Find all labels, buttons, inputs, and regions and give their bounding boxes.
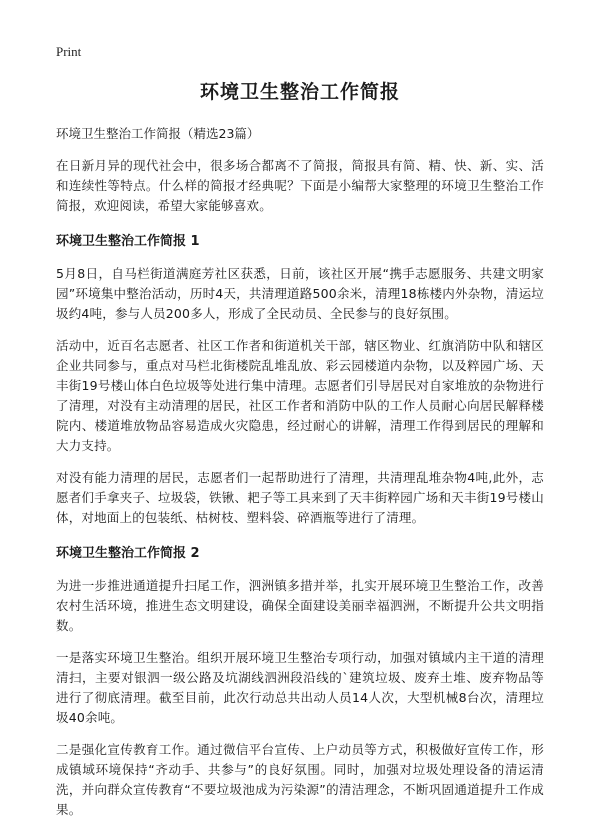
intro-paragraph: 在日新月异的现代社会中，很多场合都离不了简报，简报具有简、精、快、新、实、活和连续性等特点。什么样的简报才经典呢？下面是小编帮大家整理的环境卫生整治工作简报，欢迎阅读，希望大家能够喜欢。 <box>56 158 544 213</box>
section-2-heading: 环境卫生整治工作简报 2 <box>56 546 200 561</box>
section-2-paragraph-1: 为进一步推进通道提升扫尾工作，泗洲镇多措并举，扎实开展环境卫生整治工作，改善农村生活环境，推进生态文明建设，确保全面建设美丽幸福泗洲，不断提升公共文明指数。 <box>56 578 544 633</box>
section-2-paragraph-2: 一是落实环境卫生整治。组织开展环境卫生整治专项行动，加强对镇域内主干道的清理清扫，主要对银泗一级公路及坑湖线泗洲段沿线的`建筑垃圾、废弃土堆、废弃物品等进行了彻底清理。截至目前，此次行动总共出动人员14人次，大型机械8台次，清理垃圾40余吨。 <box>56 650 544 725</box>
document-subtitle: 环境卫生整治工作简报（精选23篇） <box>56 126 260 141</box>
section-1-paragraph-2: 活动中，近百名志愿者、社区工作者和街道机关干部，辖区物业、红旗消防中队和辖区企业共同参与，重点对马栏北街楼院乱堆乱放、彩云园楼道内杂物，以及粹园广场、天丰街19号楼山体白色垃圾等处进行集中清理。志愿者们引导居民对自家堆放的杂物进行了清理，对没有主动清理的居民，社区工作者和消防中队的工作人员耐心向居民解释楼院内、楼道堆放物品容易造成火灾隐患，经过耐心的讲解，清理工作得到居民的理解和大力支持。 <box>56 338 544 453</box>
print-label[interactable]: Print <box>56 44 82 59</box>
section-2-paragraph-3: 二是强化宣传教育工作。通过微信平台宣传、上户动员等方式，积极做好宣传工作，形成镇域环境保持“齐动手、共参与”的良好氛围。同时，加强对垃圾处理设备的清运清洗，并向群众宣传教育“不要垃圾池成为污染源”的清洁理念，不断巩固通道提升工作成果。 <box>56 742 544 817</box>
section-1-paragraph-1: 5月8日，自马栏街道满庭芳社区获悉，日前，该社区开展“携手志愿服务、共建文明家园”环境集中整治活动，历时4天，共清理道路500余米，清理18栋楼内外杂物，清运垃圾约4吨，参与人员200多人，形成了全民动员、全民参与的良好氛围。 <box>56 266 544 321</box>
document-title: 环境卫生整治工作简报 <box>199 81 400 103</box>
section-1-paragraph-3: 对没有能力清理的居民，志愿者们一起帮助进行了清理，共清理乱堆杂物4吨,此外，志愿者们手拿夹子、垃圾袋，铁锹、耙子等工具来到了天丰街粹园广场和天丰街19号楼山体，对地面上的包装纸、枯树枝、塑料袋、碎酒瓶等进行了清理。 <box>56 470 544 525</box>
section-1-heading: 环境卫生整治工作简报 1 <box>56 234 200 249</box>
